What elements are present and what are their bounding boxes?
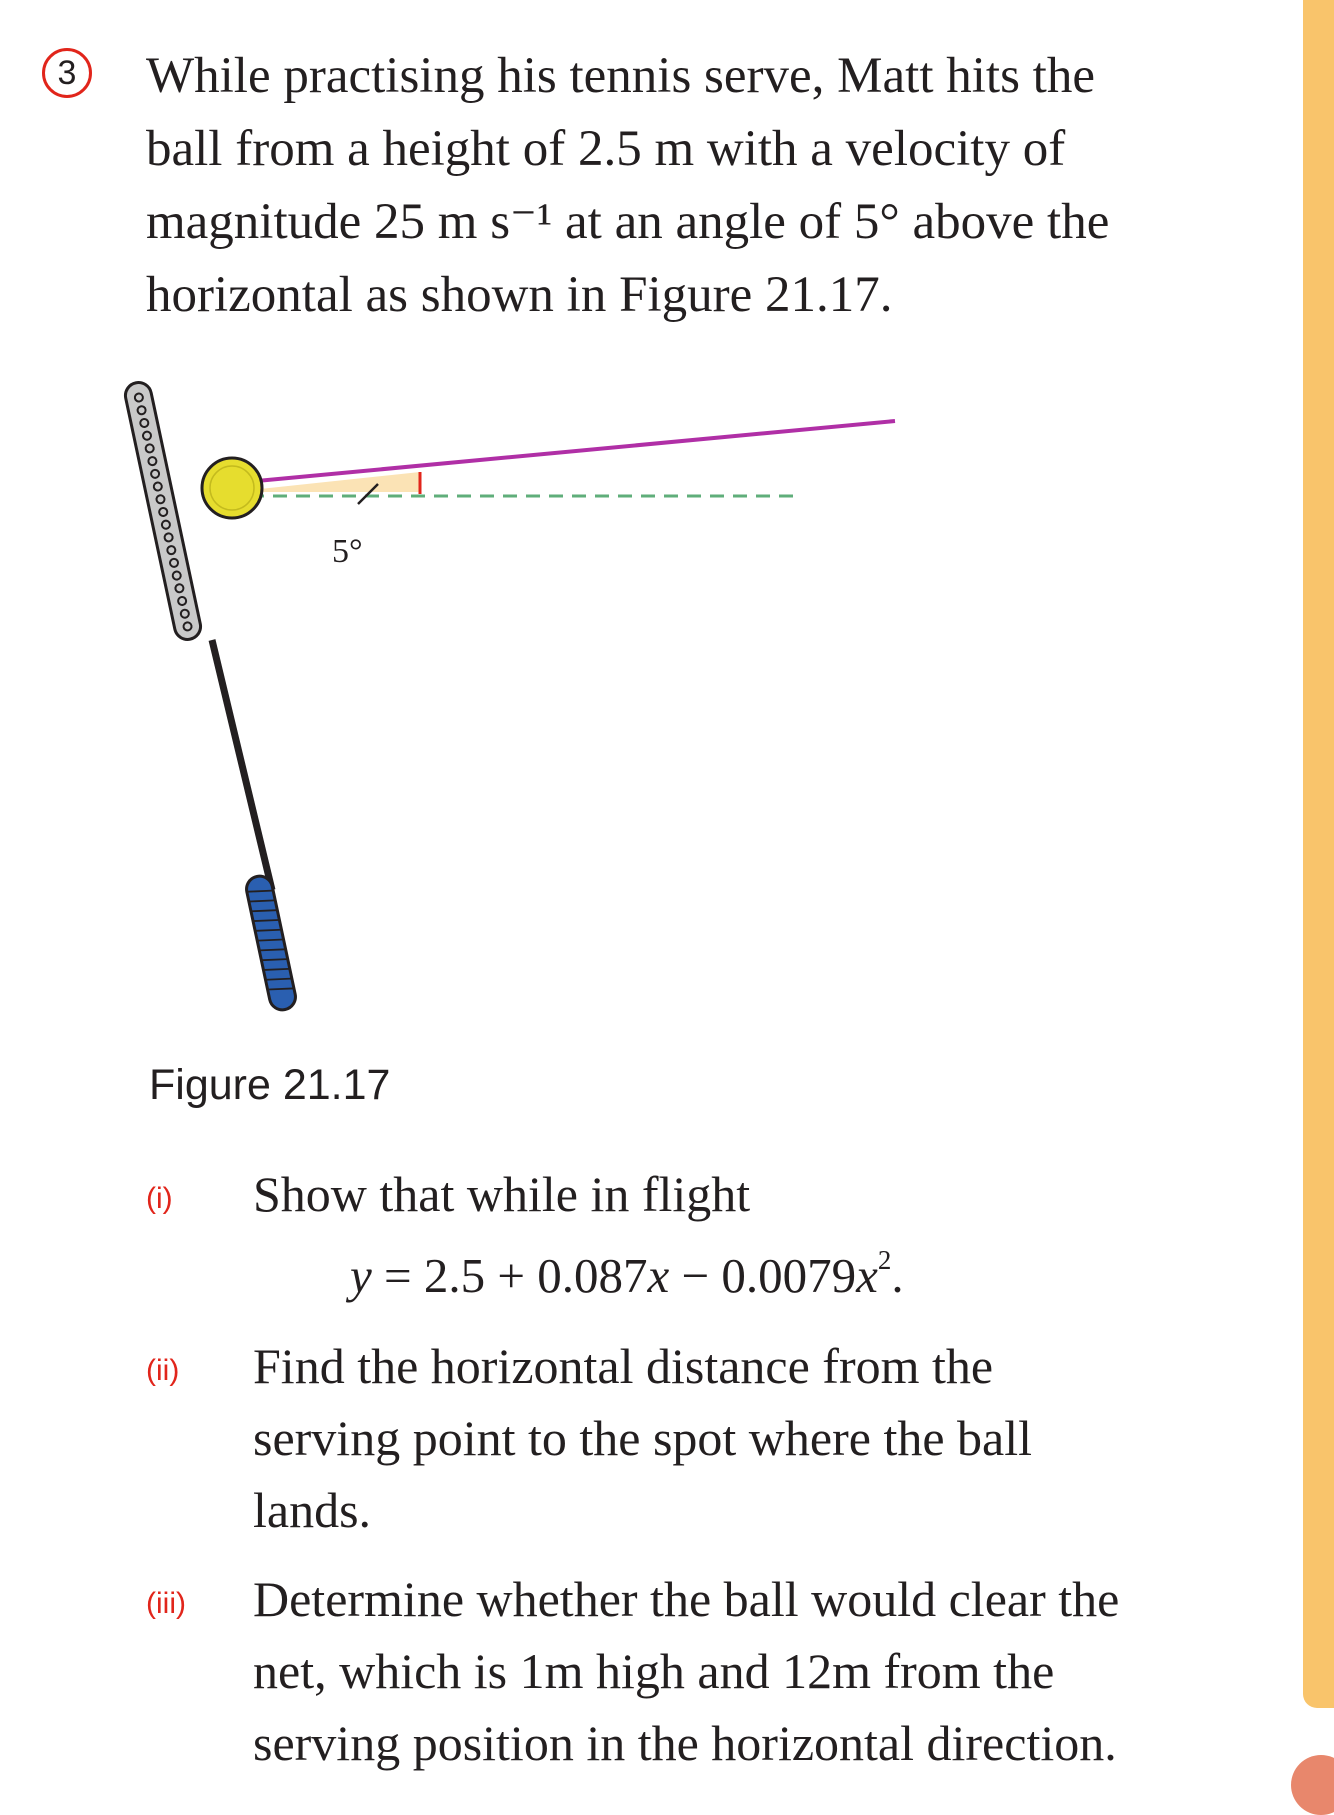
part-label-i: (i)	[146, 1182, 173, 1215]
racket-grip	[244, 874, 298, 1012]
racket-shaft	[212, 640, 272, 890]
figure-caption: Figure 21.17	[149, 1061, 391, 1109]
trajectory-line	[246, 421, 895, 482]
part-line: net, which is 1m high and 12m from the	[253, 1643, 1055, 1699]
racket-head	[123, 380, 203, 642]
part-line: lands.	[253, 1482, 372, 1538]
part-line: serving position in the horizontal direction.	[253, 1715, 1117, 1771]
part-line: Show that while in flight	[253, 1166, 751, 1222]
part-text-i	[253, 1158, 1263, 1230]
question-number: 3	[42, 48, 92, 98]
angle-label: 5°	[332, 533, 363, 570]
stem-line: magnitude 25 m s⁻¹ at an angle of 5° above the	[146, 194, 1110, 250]
part-line: Determine whether the ball would clear the	[253, 1571, 1120, 1627]
flight-equation: $y = 2.5 + 0.087x - 0.0079x^2$.	[350, 1245, 904, 1303]
tennis-ball	[202, 458, 262, 518]
stem-line: ball from a height of 2.5 m with a velocity of	[146, 121, 1066, 177]
part-label-ii: (ii)	[146, 1354, 180, 1387]
part-text-ii	[253, 1330, 1263, 1546]
part-line: Find the horizontal distance from the	[253, 1338, 994, 1394]
stem-line: horizontal as shown in Figure 21.17.	[146, 267, 893, 323]
part-label-iii: (iii)	[146, 1587, 186, 1620]
part-text-iii	[253, 1563, 1263, 1779]
side-tab[interactable]	[1291, 1755, 1334, 1815]
equation-y: y	[350, 1248, 372, 1303]
stem-line: While practising his tennis serve, Matt hits the	[146, 48, 1095, 104]
part-line: serving point to the spot where the ball	[253, 1410, 1033, 1466]
